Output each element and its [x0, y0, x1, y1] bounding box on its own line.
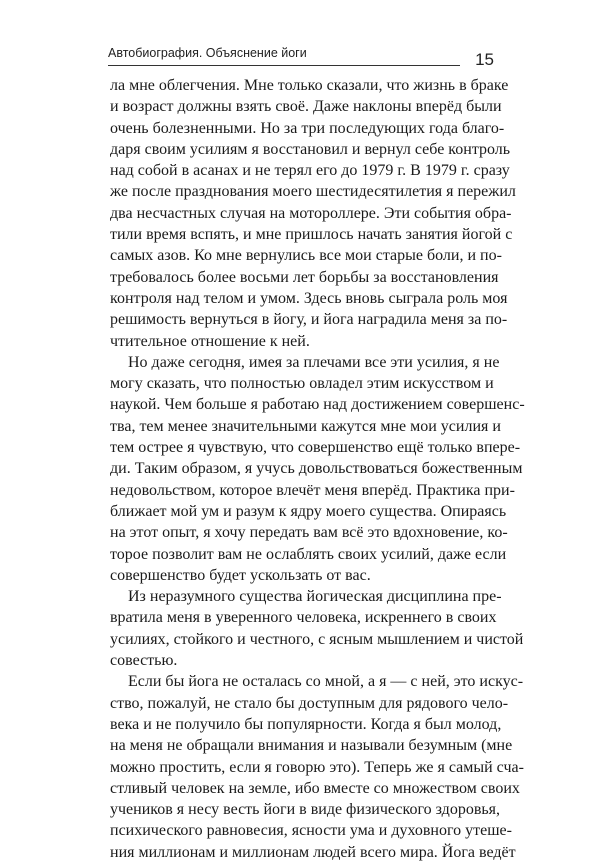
text-line: наукой. Чем больше я работаю над достижением совершенс-: [110, 396, 525, 414]
header-rule: [108, 65, 460, 66]
text-line: же после празднования моего шестидесятилетия я пережил: [110, 183, 516, 201]
text-line: чтительное отношение к ней.: [110, 332, 310, 350]
text-line: учеников я несу весть йоги в виде физического здоровья,: [110, 801, 501, 819]
text-line: контроля над телом и умом. Здесь вновь сыграла роль моя: [110, 289, 508, 307]
text-line: могу сказать, что полностью овладел этим искусством и: [110, 375, 494, 393]
text-line: ди. Таким образом, я учусь довольствоваться божественным: [110, 460, 523, 478]
running-title: Автобиография. Объяснение йоги: [108, 46, 307, 60]
paragraph-1: [110, 75, 516, 352]
page-number: 15: [475, 50, 494, 69]
text-line: усилиях, стойкого и честного, с ясным мышлением и чистой: [110, 630, 524, 648]
text-line: Из неразумного существа йогическая дисциплина пре-: [128, 588, 502, 606]
text-line: совершенство будет ускользать от вас.: [110, 566, 371, 584]
text-line: торое позволит вам не ослаблять своих усилий, даже если: [110, 545, 507, 563]
text-line: требовалось более восьми лет борьбы за восстановления: [110, 268, 499, 286]
text-line: ство, пожалуй, не стало бы доступным для рядового чело-: [110, 694, 509, 712]
text-line: тем острее я чувствую, что совершенство ещё только впере-: [110, 439, 521, 457]
text-line: вратила меня в уверенного человека, искреннего в своих: [110, 609, 497, 627]
text-line: и возраст должны взять своё. Даже наклоны вперёд были: [110, 98, 502, 116]
paragraph-4: [110, 671, 524, 863]
paragraph-3: [110, 586, 524, 671]
text-line: можно простить, если я говорю это). Теперь же я самый сча-: [110, 758, 524, 776]
text-line: очень болезненными. Но за три последующих года благо-: [110, 119, 505, 137]
text-line: совестью.: [110, 652, 178, 670]
text-line: психического равновесия, ясности ума и духовного утеше-: [110, 822, 512, 840]
text-line: над собой в асанах и не терял его до 1979 г. В 1979 г. сразу: [110, 162, 510, 180]
text-line: ближает мой ум и разум к ядру моего существа. Опираясь: [110, 502, 507, 520]
body-text: [110, 75, 525, 863]
paragraph-2: [110, 352, 525, 586]
text-line: тва, тем менее значительными кажутся мне мои усилия и: [110, 417, 501, 435]
text-line: недовольством, которое влечёт меня вперёд. Практика при-: [110, 481, 515, 499]
text-line: даря своим усилиям я восстановил и вернул себе контроль: [110, 140, 511, 158]
text-line: ла мне облегчения. Мне только сказали, что жизнь в браке: [110, 77, 509, 94]
text-line: на этот опыт, я хочу передать вам всё это вдохновение, ко-: [110, 524, 508, 542]
text-line: Но даже сегодня, имея за плечами все эти усилия, я не: [128, 353, 500, 371]
text-line: стливый человек на земле, ибо вместе со множеством своих: [110, 779, 520, 797]
text-line: на меня не обращали внимания и называли безумным (мне: [110, 737, 513, 755]
text-line: самых азов. Ко мне вернулись все мои старые боли, и по-: [110, 247, 502, 265]
text-line: ния миллионам и миллионам людей всего мира. Йога ведёт: [110, 843, 516, 861]
text-line: тили время вспять, и мне пришлось начать занятия йогой с: [110, 226, 513, 244]
page-header: [108, 44, 494, 72]
text-line: Если бы йога не осталась со мной, а я — с ней, это искус-: [128, 673, 524, 691]
text-line: века и не получило бы популярности. Когда я был молод,: [110, 715, 502, 733]
text-line: решимость вернуться в йогу, и йога наградила меня за по-: [110, 311, 508, 329]
text-line: два несчастных случая на мотороллере. Эти события обра-: [110, 204, 512, 222]
